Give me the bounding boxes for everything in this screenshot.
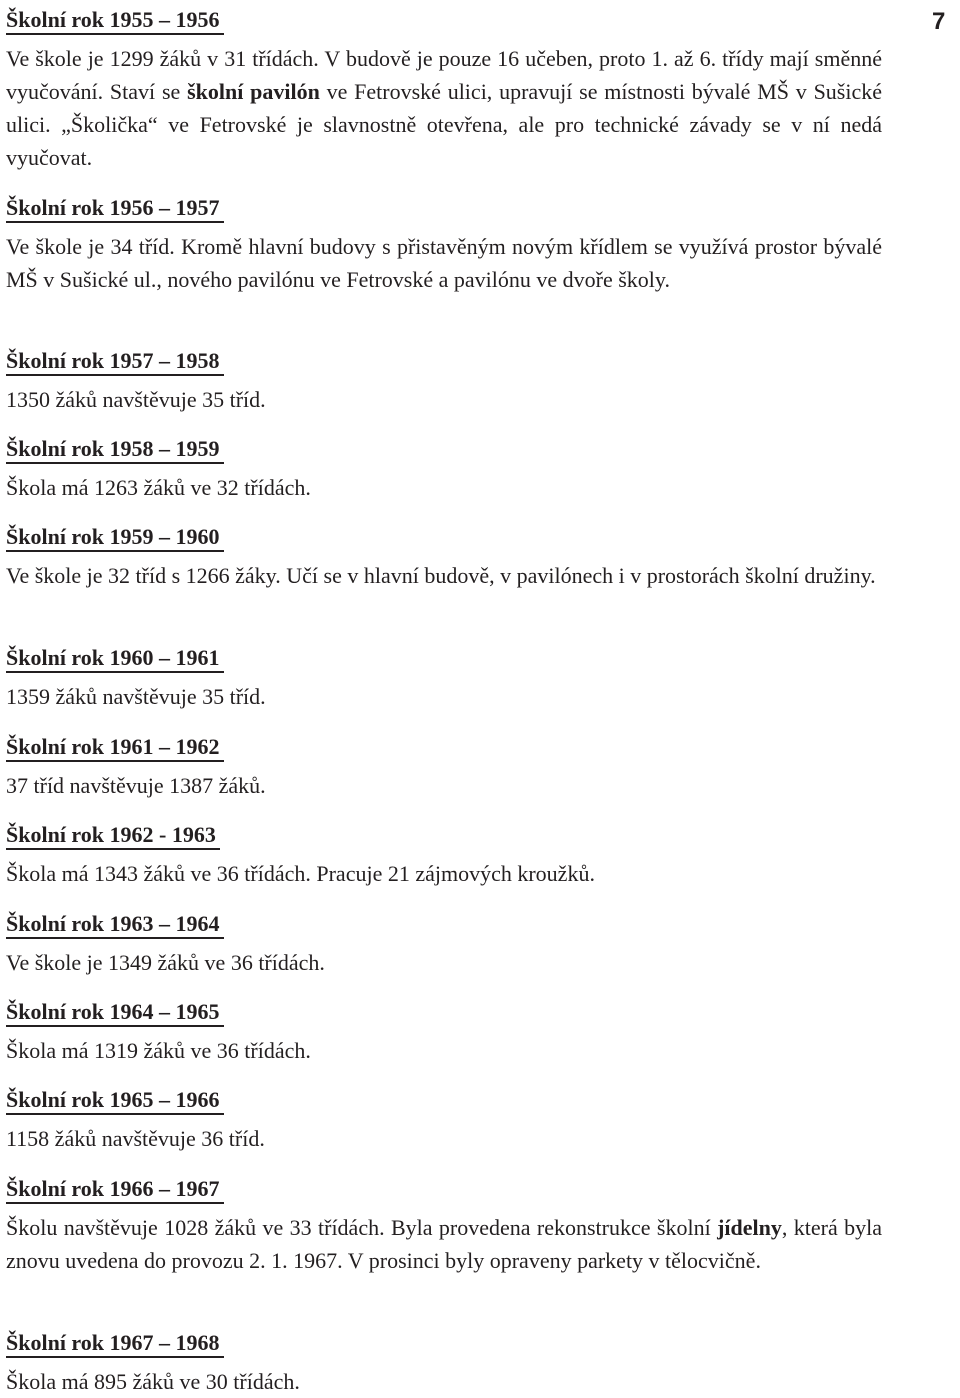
text-segment: , která byla znovu uvedena do provozu 2. 1. 1967. V prosinci byly opraveny parkety v tělocvičně.: [6, 1215, 882, 1273]
text-segment: Ve škole je 32 tříd s 1266 žáky. Učí se v hlavní budově, v pavilónech i v prostorách školní družiny.: [6, 563, 876, 588]
section-heading: Školní rok 1962 - 1963: [6, 819, 220, 850]
text-segment: Škola má 1343 žáků ve 36 třídách. Pracuje 21 zájmových kroužků.: [6, 861, 595, 886]
section-heading: Školní rok 1958 – 1959: [6, 433, 224, 464]
section-text: [6, 42, 882, 174]
section-text: [6, 559, 882, 592]
section-1964-1965: [6, 996, 882, 1067]
section-text: [6, 680, 882, 713]
section-heading: Školní rok 1956 – 1957: [6, 192, 224, 223]
section-heading: Školní rok 1959 – 1960: [6, 521, 224, 552]
text-segment: Škola má 1263 žáků ve 32 třídách.: [6, 475, 311, 500]
section-heading: Školní rok 1957 – 1958: [6, 345, 224, 376]
section-1961-1962: [6, 731, 882, 802]
page-number: 7: [932, 8, 946, 35]
section-heading: Školní rok 1955 – 1956: [6, 4, 224, 35]
text-segment: 37 tříd navštěvuje 1387 žáků.: [6, 773, 266, 798]
bold-text-segment: jídelny: [717, 1215, 782, 1240]
section-1955-1956: [6, 4, 882, 174]
text-segment: 1350 žáků navštěvuje 35 tříd.: [6, 387, 266, 412]
section-heading: Školní rok 1967 – 1968: [6, 1327, 224, 1358]
text-segment: Ve škole je 34 tříd. Kromě hlavní budovy s přistavěným novým křídlem se využívá prostor bývalé MŠ v Sušické ul., nového pavilónu ve Fetrovské a pavilónu ve dvoře školy.: [6, 234, 882, 292]
section-heading: Školní rok 1963 – 1964: [6, 908, 224, 939]
section-1958-1959: [6, 433, 882, 504]
section-1959-1960: [6, 521, 882, 592]
section-text: [6, 769, 882, 802]
bold-text-segment: školní pavilón: [187, 79, 320, 104]
text-segment: Škola má 895 žáků ve 30 třídách.: [6, 1369, 300, 1394]
section-heading: Školní rok 1964 – 1965: [6, 996, 224, 1027]
section-text: [6, 383, 882, 416]
text-segment: 1359 žáků navštěvuje 35 tříd.: [6, 684, 266, 709]
section-text: [6, 946, 882, 979]
text-segment: Školu navštěvuje 1028 žáků ve 33 třídách. Byla provedena rekonstrukce školní: [6, 1215, 718, 1240]
text-segment: ve Fetrovské ulici, upravují se místnosti bývalé MŠ v Sušické ulici. „Školička“ ve Fetrovské je slavnostně otevřena, ale pro technické závady se v ní nedá vyučovat.: [6, 79, 883, 170]
section-1965-1966: [6, 1084, 882, 1155]
section-text: [6, 1122, 882, 1155]
section-1956-1957: [6, 192, 882, 296]
section-1957-1958: [6, 345, 882, 416]
section-1966-1967: [6, 1173, 882, 1277]
section-1967-1968: [6, 1327, 882, 1398]
text-segment: Ve škole je 1349 žáků ve 36 třídách.: [6, 950, 325, 975]
section-text: [6, 471, 882, 504]
section-heading: Školní rok 1960 – 1961: [6, 642, 224, 673]
text-segment: Škola má 1319 žáků ve 36 třídách.: [6, 1038, 311, 1063]
section-heading: Školní rok 1961 – 1962: [6, 731, 224, 762]
section-text: [6, 1365, 882, 1398]
section-text: [6, 1034, 882, 1067]
section-text: [6, 857, 882, 890]
section-text: [6, 1211, 882, 1277]
text-segment: Ve škole je 1299 žáků v 31 třídách. V budově je pouze 16 učeben, proto 1. až 6. třídy mají směnné vyučování. Staví se: [6, 46, 882, 104]
section-1963-1964: [6, 908, 882, 979]
section-heading: Školní rok 1966 – 1967: [6, 1173, 224, 1204]
section-text: [6, 230, 882, 296]
section-1962-1963: [6, 819, 882, 890]
section-heading: Školní rok 1965 – 1966: [6, 1084, 224, 1115]
section-1960-1961: [6, 642, 882, 713]
text-segment: 1158 žáků navštěvuje 36 tříd.: [6, 1126, 265, 1151]
